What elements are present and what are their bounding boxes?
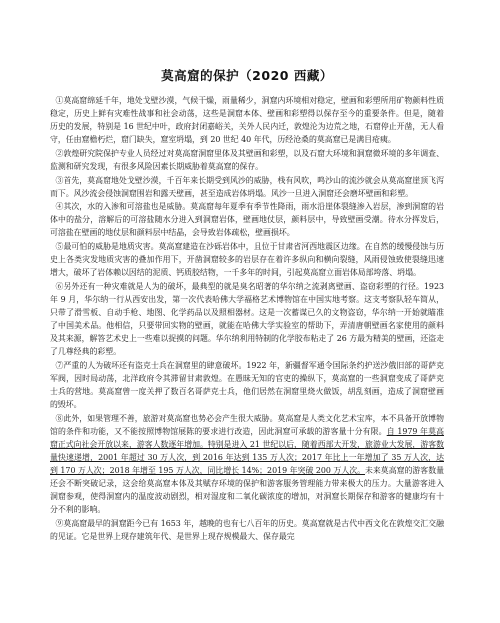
paragraph-1: ①莫高窟绵延千年，地处戈壁沙漠，气候干燥，雨量稀少，洞窟内环境相对稳定，壁画和彩塑所用矿物颜料性质稳定，历史上鲜有灾难性战事和社会动荡，这些是洞窟本体、壁画和彩塑得以保存至今的重要条件。但是，随着历史的发展，特别是 16 世纪中叶，政府封闭嘉峪关，关外人民内迁，敦煌沦为边荒之地，石窟停止开凿，无人看守，任由窟檐朽烂，窟门缺失，窟室坍塌，到 20 世纪 40 年代，历经沧桑的莫高窟已是满目疮痍。 (50, 96, 444, 145)
paragraph-4: ④其次，水的入渗和可溶盐也是威胁。莫高窟每年夏季有季节性降雨，雨水沿崖体裂缝渗入岩层，渗到洞窟的岩体中的盐分，溶解后的可溶盐随水分进入到洞窟岩体，壁画地仗层，颜料层中，导致壁画受潮。待水分挥发后，可溶盐在壁画的地仗层和颜料层中结晶，会导致岩体疏松，壁画损坏。 (50, 202, 444, 238)
paragraph-5: ⑤最可怕的威胁是地质灾害。莫高窟建造在沙砾岩体中，且位于甘肃省河西地震区边缘。在自然的缓慢侵蚀与历史上各类灾发地质灾害的叠加作用下，开凿洞窟较多的岩层存在着许多纵向和横向裂缝，风雨侵蚀致使裂缝迅速增大，破坏了岩体赖以因结的泥质、钙质胶结物，一千多年的时间，引起莫高窟立面岩体局部垮落、坍塌。 (50, 242, 444, 278)
paragraph-7: ⑦严重的人为破坏还有盗克士兵在洞窟里的肆意破坏。1922 年，新疆督军通令国际条约护送沙俄旧部的哥萨克军阀，因时局动荡，北洋政府令其滞留甘肃敦煌。在愚昧无知的官吏的操纵下，莫高窟的一些洞窟变成了哥萨克士兵的营地。莫高窟曾一度关押了数百名哥萨克士兵，他们居然在洞窟里烧火做饭，胡乱刻画，造成了洞窟壁画的毁坏。 (50, 360, 444, 410)
paragraph-2: ②敦煌研究院保护专业人员经过对莫高窟洞窟里体及其壁画和彩塑，以及石窟大环境和洞窟微环境的多年调查、监测和研究发现，有很多风险因素长期威胁着莫高窟的保存。 (50, 148, 444, 171)
paragraph-8 (50, 412, 444, 517)
paragraph-9: ⑨莫高窟最早的洞窟距今已有 1653 年，越晚的也有七八百年的历史。莫高窟就是古代中西文化在敦煌交汇交融的见证。它是世界上现存建筑年代、是世界上现存规模最大、保存最完 (50, 519, 444, 542)
paragraph-6: ⑥另外还有一种灾难就是人为的破坏，最典型的就是臭名昭著的华尔纳之流剥离壁画、盗窃彩塑的行径。1923 年 9 月，华尔纳一行从西安出发，第一次代表哈佛大学福格艺术博物馆在中国实地考察。这支考察队轻车简从，只带了滑雪板、自动手枪、地图、化学药品以及照相器材。这是一次蓄谋已久的文物盗窃，华尔纳一开始就瞄准了中国美术品。他相信，只要带回实物的壁画，就能在哈佛大学实验室的帮助下，弄清唐朝壁画名家使用的颜料及其来源，解答艺术史上一些难以捉摸的问题。华尔纳利用特制的化学胶布粘走了 26 方最为精美的壁画，还盗走了几尊经典的彩塑。 (50, 281, 444, 357)
paragraph-8-underlined-stats: 自 1979 年莫高窟正式向社会开放以来，游客人数逐年增加。特别是进入 21 世纪以后，随着西部大开发，旅游业大发展，游客数量快速递增，2001 年超过 30 万人次，到 2016 年达到 135 万人次；2017 年比上一年增加了 35 万人次，达到 170 万人次；2018 年增至 195 万人次，同比增长 14%；2019 年突破 200 万人次。 (50, 426, 444, 476)
paragraph-8-tail: 未来莫高窟的游客数量还会不断突破记录，这会给莫高窟本体及其赋存环境的保护和游客服务管理能力带来极大的压力。大量游客进入洞窟参观，使得洞窟内的温度波动剧烈，相对湿度和二氧化碳浓度的增加，对洞窟长期保存和游客的健康均有十分不利的影响。 (50, 466, 444, 515)
paragraph-8-text: ⑧此外，如果管理不善，旅游对莫高窟也势必会产生很大威胁。莫高窟是人类文化艺术宝库，本不具备开放博物馆的条件和功能，又不能按照博物馆展陈的要求进行改造，因此洞窟可承载的游客量十分有限。 (50, 413, 444, 436)
paragraph-3: ③首先，莫高窟地处戈壁沙漠，千百年来长期受到风沙的威胁，栈有风吹，鸣沙山的流沙就会从莫高窟崖顶飞泻而下。风沙流会侵蚀洞窟围岩和露天壁画，甚至造成岩体坍塌。风沙一旦进入洞窟还会磨坏壁画和彩塑。 (50, 175, 444, 198)
document-title: 莫高窟的保护（2020 西藏） (161, 68, 333, 83)
